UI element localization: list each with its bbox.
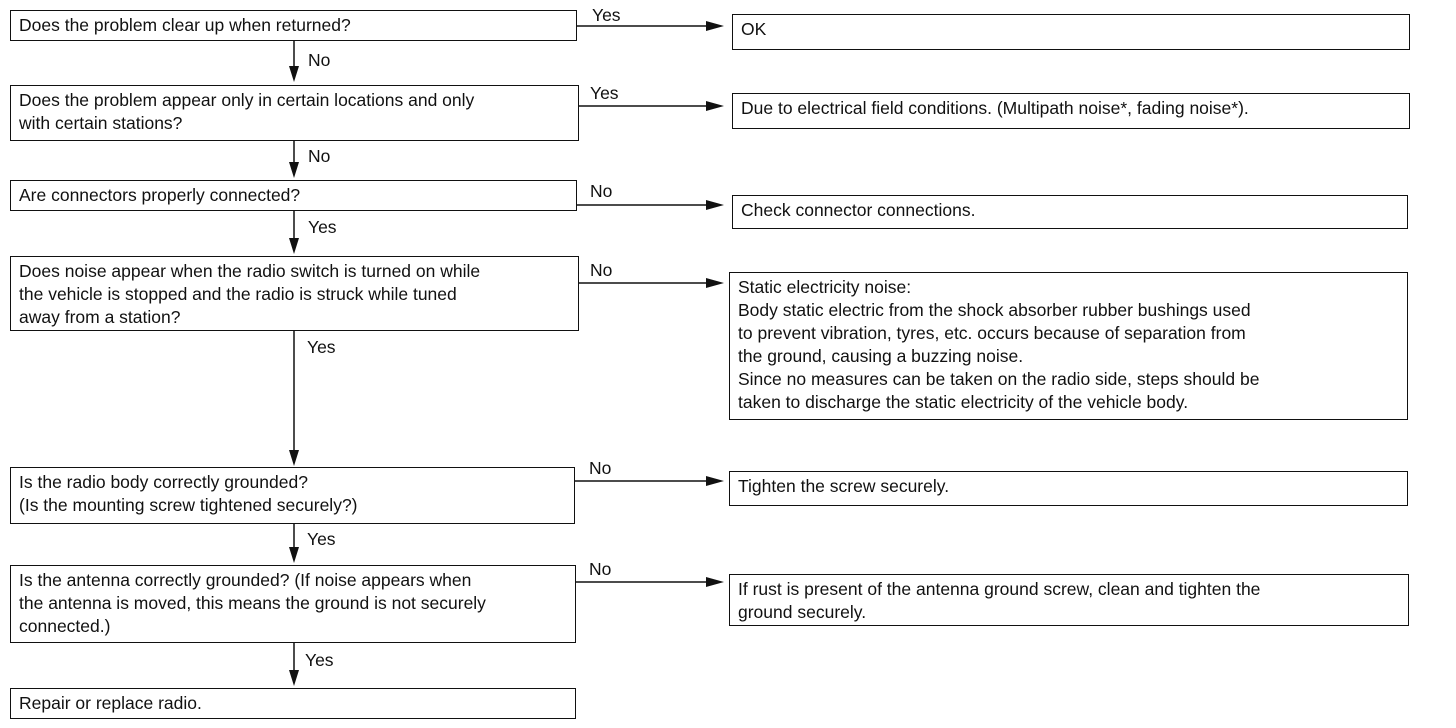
arrowhead-q6-r6 bbox=[706, 577, 724, 587]
branch-label-down-3: Yes bbox=[308, 217, 337, 237]
arrowhead-q1-q2 bbox=[289, 66, 299, 82]
arrowhead-q4-q5 bbox=[289, 450, 299, 466]
arrowhead-q3-r3 bbox=[706, 200, 724, 210]
result-box-3: Check connector connections. bbox=[732, 195, 1408, 229]
arrowhead-q3-q4 bbox=[289, 238, 299, 254]
arrowhead-q2-q3 bbox=[289, 162, 299, 178]
result-box-5: Tighten the screw securely. bbox=[729, 471, 1408, 506]
question-box-4: Does noise appear when the radio switch is turned on while the vehicle is stopped and the radio is struck while tuned away from a station? bbox=[10, 256, 579, 331]
branch-label-right-5: No bbox=[589, 458, 612, 478]
question-box-5: Is the radio body correctly grounded? (Is the mounting screw tightened securely?) bbox=[10, 467, 575, 524]
question-box-6: Is the antenna correctly grounded? (If noise appears when the antenna is moved, this means the ground is not securely connected.) bbox=[10, 565, 576, 643]
branch-label-right-3: No bbox=[590, 181, 613, 201]
arrowhead-q5-r5 bbox=[706, 476, 724, 486]
arrowhead-q2-r2 bbox=[706, 101, 724, 111]
branch-label-down-5: Yes bbox=[307, 529, 336, 549]
branch-label-down-4: Yes bbox=[307, 337, 336, 357]
branch-label-down-2: No bbox=[308, 146, 331, 166]
branch-label-right-6: No bbox=[589, 559, 612, 579]
question-box-1: Does the problem clear up when returned? bbox=[10, 10, 577, 41]
branch-label-down-1: No bbox=[308, 50, 331, 70]
branch-label-right-4: No bbox=[590, 260, 613, 280]
arrowhead-q6-final bbox=[289, 670, 299, 686]
final-action-box: Repair or replace radio. bbox=[10, 688, 576, 719]
branch-label-down-6: Yes bbox=[305, 650, 334, 670]
branch-label-right-1: Yes bbox=[592, 5, 621, 25]
result-box-2: Due to electrical field conditions. (Multipath noise*, fading noise*). bbox=[732, 93, 1410, 129]
arrowhead-q4-r4 bbox=[706, 278, 724, 288]
result-box-4: Static electricity noise: Body static electric from the shock absorber rubber bushings used to prevent vibration, tyres, etc. occurs because of separation from the ground, causing a buzzing noise. Since no measures can be taken on the radio side, steps should be taken to discharge the static electricity of the vehicle body. bbox=[729, 272, 1408, 420]
result-box-1: OK bbox=[732, 14, 1410, 50]
result-box-6: If rust is present of the antenna ground screw, clean and tighten the ground securely. bbox=[729, 574, 1409, 626]
arrowhead-q1-r1 bbox=[706, 21, 724, 31]
question-box-2: Does the problem appear only in certain locations and only with certain stations? bbox=[10, 85, 579, 141]
branch-label-right-2: Yes bbox=[590, 83, 619, 103]
question-box-3: Are connectors properly connected? bbox=[10, 180, 577, 211]
arrowhead-q5-q6 bbox=[289, 547, 299, 563]
